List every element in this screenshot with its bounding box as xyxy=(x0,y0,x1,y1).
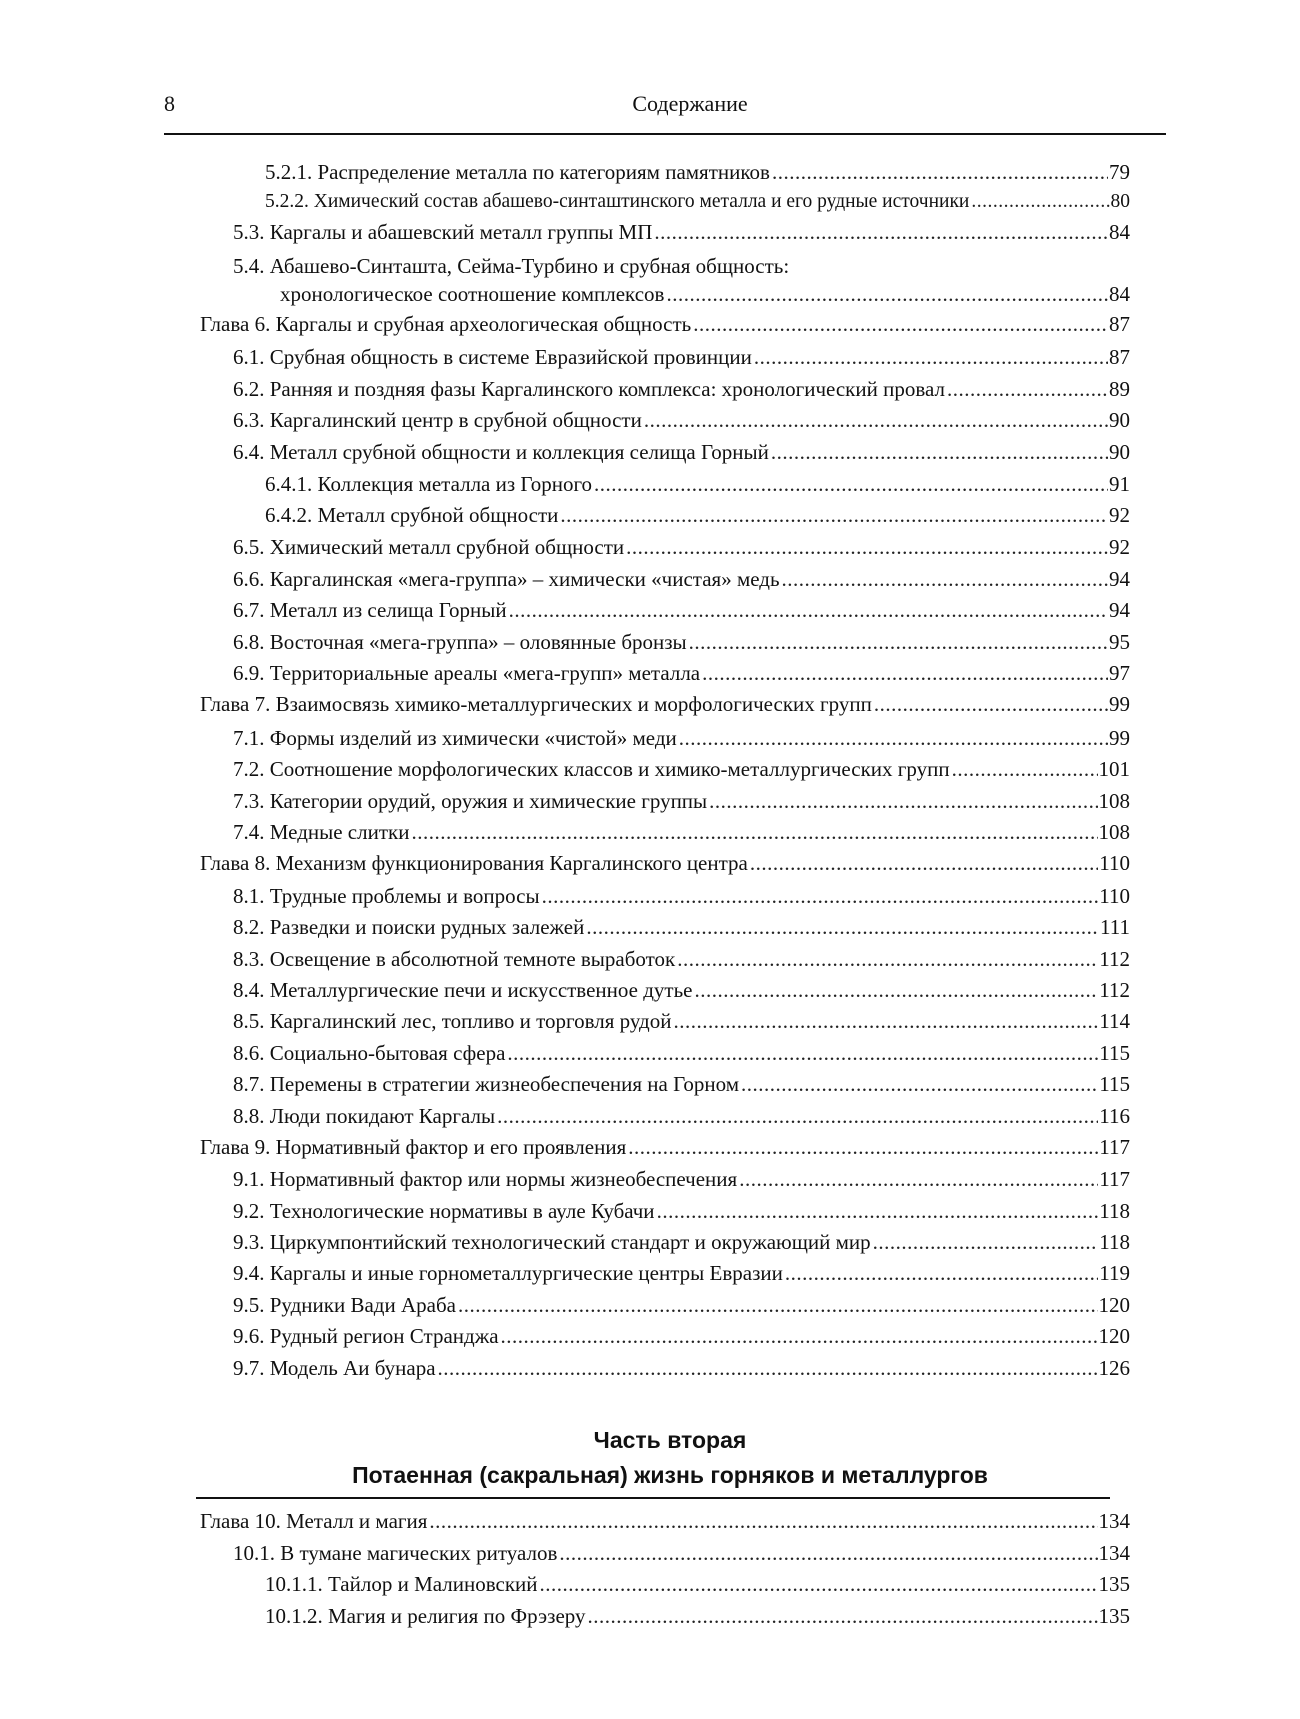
toc-entry-label: 5.4. Абашево-Синташта, Сейма-Турбино и срубная общность: xyxy=(233,254,790,278)
toc-entry-label: 6.3. Каргалинский центр в срубной общности xyxy=(233,408,642,432)
toc-entry xyxy=(233,1163,1130,1195)
part-rule xyxy=(196,1497,1110,1499)
leader-dots xyxy=(429,1505,1097,1537)
page-number: 8 xyxy=(164,91,175,116)
leader-dots xyxy=(772,156,1108,188)
toc-entry-label: 6.2. Ранняя и поздняя фазы Каргалинского комплекса: хронологический провал xyxy=(233,377,945,401)
toc-entry xyxy=(233,1320,1130,1352)
toc-entry xyxy=(233,1195,1130,1227)
leader-dots xyxy=(702,657,1108,689)
toc-entry-label: 8.6. Социально-бытовая сфера xyxy=(233,1041,506,1065)
toc-entry-label: 7.1. Формы изделий из химически «чистой» меди xyxy=(233,726,677,750)
leader-dots xyxy=(626,531,1108,563)
toc-entry-label: 10.1. В тумане магических ритуалов xyxy=(233,1541,558,1565)
toc-entry xyxy=(233,722,1130,754)
leader-dots xyxy=(771,436,1108,468)
toc-entry-page: 99 xyxy=(1109,726,1130,750)
toc-entry-label: 8.5. Каргалинский лес, топливо и торговля рудой xyxy=(233,1009,672,1033)
toc-entry-page: 95 xyxy=(1109,630,1130,654)
toc-entry-label: 5.2.1. Распределение металла по категориям памятников xyxy=(265,160,770,184)
part-title: Часть вторая xyxy=(593,1427,747,1453)
toc-entry-page: 101 xyxy=(1098,757,1130,781)
leader-dots xyxy=(586,911,1099,943)
toc-entry-label: 6.7. Металл из селища Горный xyxy=(233,598,507,622)
toc-entry-label: 6.4.1. Коллекция металла из Горного xyxy=(265,472,593,496)
leader-dots xyxy=(971,186,1109,218)
leader-dots xyxy=(497,1100,1098,1132)
leader-dots xyxy=(673,1005,1098,1037)
toc-entry-page: 114 xyxy=(1099,1009,1130,1033)
toc-entry-page: 79 xyxy=(1109,160,1130,184)
leader-dots xyxy=(501,1320,1098,1352)
toc-entry-page: 112 xyxy=(1099,978,1130,1002)
toc-entry-page: 90 xyxy=(1109,440,1130,464)
toc-entry-page: 112 xyxy=(1099,947,1130,971)
toc-entry-label: 8.8. Люди покидают Каргалы xyxy=(233,1104,496,1128)
toc-entry xyxy=(265,468,1130,500)
toc-entry-page: 91 xyxy=(1109,472,1130,496)
toc-entry xyxy=(233,216,1130,248)
toc-entry-page: 84 xyxy=(1109,220,1130,244)
toc-entry-label: 7.4. Медные слитки xyxy=(233,820,410,844)
leader-dots xyxy=(695,974,1099,1006)
leader-dots xyxy=(873,1226,1099,1258)
leader-dots xyxy=(739,1163,1098,1195)
toc-entry xyxy=(233,373,1130,405)
toc-entry-label: 6.4.2. Металл срубной общности xyxy=(265,503,559,527)
leader-dots xyxy=(588,1600,1098,1632)
toc-entry-page: 115 xyxy=(1099,1041,1130,1065)
toc-entry xyxy=(200,308,1130,340)
toc-entry xyxy=(233,911,1130,943)
toc-entry xyxy=(233,753,1130,785)
toc-entry-label: Глава 8. Механизм функционирования Каргалинского центра xyxy=(200,851,748,875)
toc-entry-label: 9.3. Циркумпонтийский технологический стандарт и окружающий мир xyxy=(233,1230,871,1254)
toc-entry-page: 120 xyxy=(1098,1324,1130,1348)
toc-entry-label: 9.7. Модель Аи бунара xyxy=(233,1356,436,1380)
leader-dots xyxy=(679,722,1108,754)
toc-entry-page: 117 xyxy=(1099,1167,1130,1191)
toc-entry-label: 8.3. Освещение в абсолютной темноте выработок xyxy=(233,947,676,971)
toc-entry xyxy=(233,436,1130,468)
toc-entry-page: 94 xyxy=(1109,598,1130,622)
toc-entry-page: 116 xyxy=(1099,1104,1130,1128)
toc-entry xyxy=(233,1352,1130,1384)
toc-entry xyxy=(200,688,1130,720)
toc-entry-page: 120 xyxy=(1098,1293,1130,1317)
toc-entry-page: 80 xyxy=(1110,191,1130,212)
leader-dots xyxy=(560,499,1108,531)
leader-dots xyxy=(709,785,1097,817)
toc-entry xyxy=(200,847,1130,879)
leader-dots xyxy=(411,816,1097,848)
leader-dots xyxy=(654,216,1108,248)
toc-entry xyxy=(200,1505,1130,1537)
toc-entry xyxy=(233,1005,1130,1037)
leader-dots xyxy=(594,468,1108,500)
toc-entry-label: 9.6. Рудный регион Странджа xyxy=(233,1324,499,1348)
toc-entry-page: 87 xyxy=(1109,345,1130,369)
toc-entry-label: 9.2. Технологические нормативы в ауле Кубачи xyxy=(233,1199,655,1223)
toc-entry xyxy=(233,531,1130,563)
toc-entry-label: 8.2. Разведки и поиски рудных залежей xyxy=(233,915,585,939)
toc-entry-page: 110 xyxy=(1099,884,1130,908)
toc-entry-label: 6.1. Срубная общность в системе Евразийской провинции xyxy=(233,345,752,369)
leader-dots xyxy=(874,688,1108,720)
toc-entry-label: 9.5. Рудники Вади Араба xyxy=(233,1293,456,1317)
toc-entry-page: 94 xyxy=(1109,567,1130,591)
toc-entry-page: 87 xyxy=(1109,312,1130,336)
toc-entry xyxy=(233,880,1130,912)
toc-entry xyxy=(233,785,1130,817)
leader-dots xyxy=(458,1289,1098,1321)
leader-dots xyxy=(741,1068,1098,1100)
toc-entry xyxy=(280,278,1130,310)
toc-entry xyxy=(233,1289,1130,1321)
toc-entry xyxy=(233,594,1130,626)
leader-dots xyxy=(947,373,1108,405)
toc-entry-page: 118 xyxy=(1099,1230,1130,1254)
leader-dots xyxy=(750,847,1098,879)
toc-entry xyxy=(233,974,1130,1006)
leader-dots xyxy=(540,1568,1098,1600)
toc-entry-page: 92 xyxy=(1109,535,1130,559)
toc-entry xyxy=(265,1568,1130,1600)
leader-dots xyxy=(438,1352,1098,1384)
leader-dots xyxy=(785,1257,1098,1289)
toc-entry-page: 99 xyxy=(1109,692,1130,716)
toc-entry-label: 6.4. Металл срубной общности и коллекция селища Горный xyxy=(233,440,769,464)
leader-dots xyxy=(677,943,1098,975)
toc-entry-label: Глава 9. Нормативный фактор и его проявления xyxy=(200,1135,627,1159)
toc-entry xyxy=(233,1257,1130,1289)
toc-entry-label: 6.8. Восточная «мега-группа» – оловянные бронзы xyxy=(233,630,687,654)
toc-entry-label: 10.1.1. Тайлор и Малиновский xyxy=(265,1572,538,1596)
toc-entry xyxy=(233,816,1130,848)
leader-dots xyxy=(507,1037,1098,1069)
toc-entry xyxy=(233,1037,1130,1069)
toc-entry xyxy=(233,404,1130,436)
toc-entry-page: 134 xyxy=(1098,1541,1130,1565)
toc-entry-label: 7.2. Соотношение морфологических классов и химико-металлургических групп xyxy=(233,757,950,781)
toc-entry xyxy=(233,657,1130,689)
toc-entry-page: 135 xyxy=(1098,1604,1130,1628)
leader-dots xyxy=(509,594,1108,626)
toc-entry xyxy=(233,943,1130,975)
toc-entry-page: 134 xyxy=(1098,1509,1130,1533)
toc-entry-label: 8.7. Перемены в стратегии жизнеобеспечения на Горном xyxy=(233,1072,740,1096)
toc-entry xyxy=(233,1100,1130,1132)
toc-entry-label: 5.2.2. Химический состав абашево-синташтинского металла и его рудные источники xyxy=(265,191,970,212)
toc-entry-page: 119 xyxy=(1099,1261,1130,1285)
toc-entry-label: 6.5. Химический металл срубной общности xyxy=(233,535,625,559)
toc-entry-page: 118 xyxy=(1099,1199,1130,1223)
toc-entry-label: 10.1.2. Магия и религия по Фрэзеру xyxy=(265,1604,586,1628)
toc-entry xyxy=(233,1226,1130,1258)
toc-entry-label: 8.4. Металлургические печи и искусственное дутье xyxy=(233,978,693,1002)
toc-entry xyxy=(233,1068,1130,1100)
leader-dots xyxy=(754,341,1108,373)
toc-entry xyxy=(265,1600,1130,1632)
toc-entry xyxy=(233,626,1130,658)
toc-entry-label: 6.6. Каргалинская «мега-группа» – химически «чистая» медь xyxy=(233,567,780,591)
leader-dots xyxy=(689,626,1108,658)
toc-entry-page: 90 xyxy=(1109,408,1130,432)
leader-dots xyxy=(628,1131,1098,1163)
running-title: Содержание xyxy=(632,91,748,116)
toc-entry-label: 9.4. Каргалы и иные горнометаллургические центры Евразии xyxy=(233,1261,783,1285)
leader-dots xyxy=(657,1195,1099,1227)
toc-entry-page: 117 xyxy=(1099,1135,1130,1159)
toc-entry-page: 97 xyxy=(1109,661,1130,685)
toc-entry xyxy=(233,1537,1130,1569)
toc-entry xyxy=(265,186,1130,218)
toc-entry-page: 110 xyxy=(1099,851,1130,875)
leader-dots xyxy=(782,563,1108,595)
part-subtitle: Потаенная (сакральная) жизнь горняков и металлургов xyxy=(352,1462,988,1488)
toc-entry xyxy=(265,156,1130,188)
toc-entry-page: 89 xyxy=(1109,377,1130,401)
toc-entry-page: 84 xyxy=(1109,282,1130,306)
toc-entry-label: 6.9. Территориальные ареалы «мега-групп» металла xyxy=(233,661,701,685)
leader-dots xyxy=(644,404,1108,436)
toc-entry-label: Глава 6. Каргалы и срубная археологическая общность xyxy=(200,312,692,336)
toc-entry-label: Глава 7. Взаимосвязь химико-металлургических и морфологических групп xyxy=(200,692,872,716)
leader-dots xyxy=(559,1537,1097,1569)
leader-dots xyxy=(666,278,1108,310)
toc-entry-page: 108 xyxy=(1098,789,1130,813)
toc-entry-label: 7.3. Категории орудий, оружия и химические группы xyxy=(233,789,708,813)
toc-entry xyxy=(200,1131,1130,1163)
leader-dots xyxy=(952,753,1098,785)
leader-dots xyxy=(542,880,1099,912)
toc-entry-label: 9.1. Нормативный фактор или нормы жизнеобеспечения xyxy=(233,1167,738,1191)
toc-entry-page: 135 xyxy=(1098,1572,1130,1596)
toc-entry-label: 8.1. Трудные проблемы и вопросы xyxy=(233,884,540,908)
toc-entry-page: 126 xyxy=(1098,1356,1130,1380)
toc-entry xyxy=(265,499,1130,531)
toc-entry xyxy=(233,341,1130,373)
leader-dots xyxy=(693,308,1108,340)
toc-entry xyxy=(233,563,1130,595)
toc-entry-page: 108 xyxy=(1098,820,1130,844)
toc-entry-page: 115 xyxy=(1099,1072,1130,1096)
toc-entry-page: 111 xyxy=(1100,915,1130,939)
toc-entry-label: 5.3. Каргалы и абашевский металл группы МП xyxy=(233,220,653,244)
toc-entry-label: хронологическое соотношение комплексов xyxy=(280,282,665,306)
toc-entry-label: Глава 10. Металл и магия xyxy=(200,1509,428,1533)
toc-entry-page: 92 xyxy=(1109,503,1130,527)
